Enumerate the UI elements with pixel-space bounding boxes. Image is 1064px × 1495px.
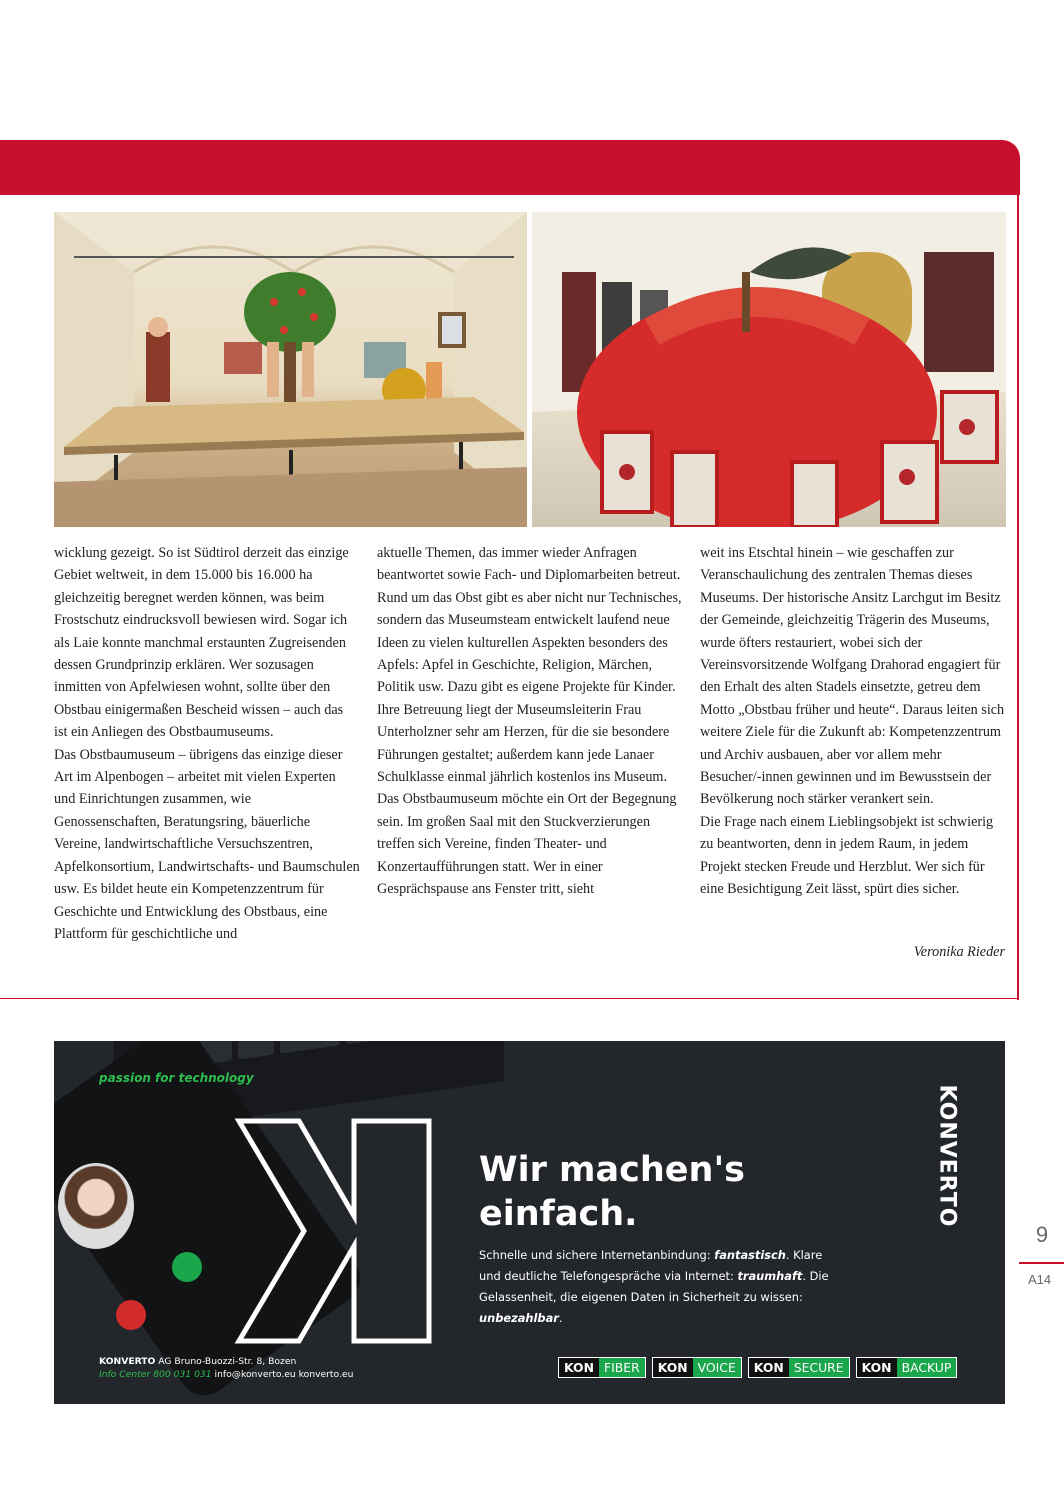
frame-right-rule <box>1017 190 1019 1000</box>
brand-logo-vertical <box>932 1071 962 1241</box>
product-prefix: KON <box>559 1358 599 1377</box>
ad-body-text <box>479 1245 839 1329</box>
answer-call-icon <box>172 1252 202 1282</box>
page-number: 9 <box>1035 1222 1049 1247</box>
company-address: AG Bruno-Buozzi-Str. 8, Bozen <box>155 1356 297 1367</box>
ad-headline-line1: Wir machen's <box>479 1150 746 1190</box>
ad-body-emphasis: unbezahlbar <box>479 1311 559 1325</box>
brand-name: KONVERTO <box>934 1084 960 1228</box>
product-badge-voice <box>652 1357 742 1378</box>
contact-links[interactable]: info@konverto.eu konverto.eu <box>211 1369 354 1380</box>
konverto-advertisement[interactable] <box>54 1041 1005 1404</box>
product-name: VOICE <box>693 1358 741 1377</box>
ad-headline-line2: einfach. <box>479 1194 638 1234</box>
paragraph: aktuelle Themen, das immer wieder Anfragen beantwortet sowie Fach- und Diplomarbeiten betreut. <box>377 545 681 584</box>
ad-body-part: . <box>558 1311 563 1325</box>
product-prefix: KON <box>653 1358 693 1377</box>
konverto-k-logo-icon <box>229 1111 489 1351</box>
ad-body-part: . Die Gelassenheit, die eigenen Daten in Sicherheit zu wissen: <box>479 1269 829 1304</box>
page-code: A14 <box>1028 1272 1052 1287</box>
text-column-2 <box>377 542 683 901</box>
ad-address <box>99 1355 353 1381</box>
paragraph: Das Obstbaumuseum möchte ein Ort der Begegnung sein. Im großen Saal mit den Stuckverzierungen treffen sich Vereine, finden Theater- und Konzertaufführungen statt. Wer in einer Gesprächspause ans Fenster tritt, sieht <box>377 791 677 898</box>
product-badge-fiber <box>558 1357 646 1378</box>
photo-museum-room <box>54 212 527 527</box>
giant-apple-illustration <box>532 212 1006 527</box>
product-badges <box>558 1357 957 1378</box>
product-name: SECURE <box>789 1358 849 1377</box>
company-name: KONVERTO <box>99 1356 156 1367</box>
paragraph: weit ins Etschtal hinein – wie geschaffen zur Veranschaulichung des zentralen Themas dieses Museums. Der historische Ansitz Larchgut im Besitz der Gemeinde, gleichzeitig Trägerin des Museums, wurde öfters restauriert, wobei sich der Vereinsvorsitzende Wolfgang Drahorad engagiert für den Erhalt des alten Stadels einsetzte, getreu dem Motto „Obstbau früher und heute“. Daraus leiten sich weitere Ziele für die Zukunft ab: Kompetenzzentrum und Archiv ausbauen, aber vor allem mehr Besucher/-innen gewinnen und im Bewusstsein der Bevölkerung noch stärker verankert sein. <box>700 545 1005 808</box>
info-center-phone: Info Center 800 031 031 <box>99 1369 212 1380</box>
frame-bottom-rule <box>0 998 1019 999</box>
ad-body-emphasis: fantastisch <box>714 1248 786 1262</box>
text-column-1 <box>54 542 360 945</box>
ad-body-part: Schnelle und sichere Internetanbindung: <box>479 1248 715 1262</box>
ad-body-part: . Klare und deutliche Telefongespräche via Internet: <box>479 1248 823 1283</box>
ad-headline <box>479 1148 839 1236</box>
product-name: FIBER <box>599 1358 645 1377</box>
page-number-rule <box>1019 1262 1064 1264</box>
product-prefix: KON <box>749 1358 789 1377</box>
paragraph: Die Frage nach einem Lieblingsobjekt ist schwierig zu beantworten, denn in jedem Raum, in jedem Projekt stecken Freude und Herzblut. Wer sich für eine Besichtigung Zeit lässt, spürt dies sicher. <box>700 813 994 898</box>
text-column-3 <box>700 542 1006 901</box>
address-line <box>99 1355 353 1368</box>
paragraph: wicklung gezeigt. So ist Südtirol derzeit das einzige Gebiet weltweit, in dem 15.000 bis 16.000 ha gleichzeitig beregnet werden können, was beim Frostschutz eindrucksvoll bewiesen wird. Sogar ich als Laie konnte manchmal erstaunten Zugreisenden dessen Grundprinzip erklären. Wer sozusagen inmitten von Apfelwiesen wohnt, sollte über den Obstbau einigermaßen Bescheid wissen – auch das ist ein Anliegen des Obstbaumuseums. <box>54 545 349 741</box>
avatar <box>58 1163 134 1249</box>
paragraph: Rund um das Obst gibt es aber nicht nur Technisches, sondern das Museumsteam entwickelt laufend neue Ideen zu vielen kulturellen Aspekten besonders des Apfels: Apfel in Geschichte, Religion, Märchen, Politik usw. Dazu gibt es eigene Projekte für Kinder. Ihre Betreuung liegt der Museumsleiterin Frau Unterholzner sehr am Herzen, für die sie besondere Führungen gestaltet; außerdem kann jede Lanaer Schulklasse einmal jährlich kostenlos ins Museum. <box>377 589 682 786</box>
ad-tagline: passion for technology <box>99 1071 254 1085</box>
contact-line <box>99 1368 353 1381</box>
decline-call-icon <box>116 1300 146 1330</box>
museum-room-illustration <box>54 212 527 527</box>
product-prefix: KON <box>857 1358 897 1377</box>
ad-body-emphasis: traumhaft <box>737 1269 803 1283</box>
product-name: BACKUP <box>897 1358 957 1377</box>
header-band <box>0 140 1020 195</box>
author-signature: Veronika Rieder <box>913 944 1005 960</box>
paragraph: Das Obstbaumuseum – übrigens das einzige dieser Art im Alpenbogen – arbeitet mit vielen Experten und Einrichtungen zusammen, wie Genossenschaften, Beratungsring, bäuerliche Vereine, landwirtschaftliche Versuchszentren, Apfelkonsortium, Landwirtschafts- und Baumschulen usw. Es bildet heute ein Kompetenzzentrum für Geschichte und Entwicklung des Obstbaus, eine Plattform für geschichtliche und <box>54 746 360 942</box>
product-badge-secure <box>748 1357 850 1378</box>
product-badge-backup <box>856 1357 958 1378</box>
photo-giant-apple <box>532 212 1006 527</box>
